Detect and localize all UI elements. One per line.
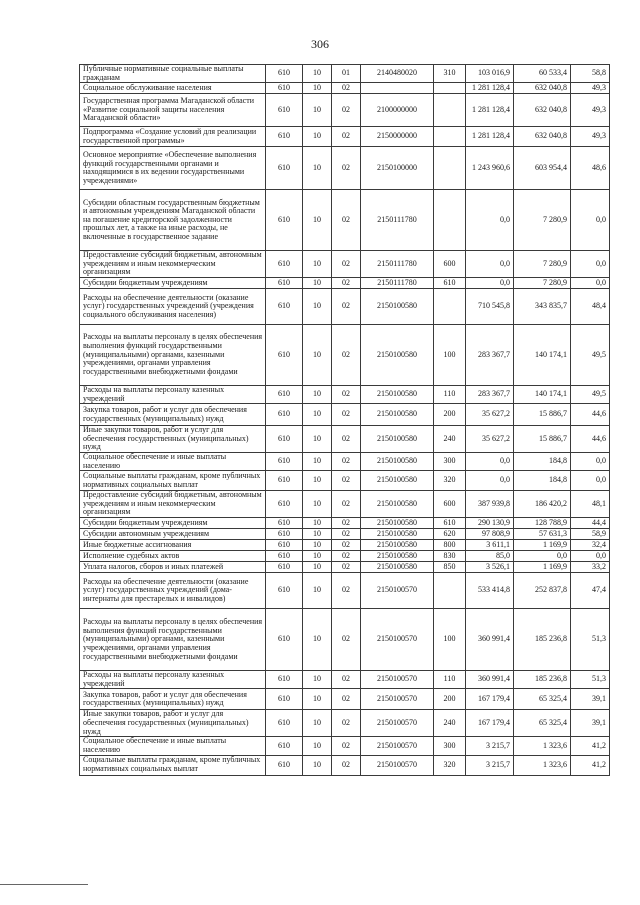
execution-percent: 39,1 bbox=[571, 689, 610, 710]
section-code: 10 bbox=[303, 147, 332, 190]
execution-percent: 48,6 bbox=[571, 147, 610, 190]
ministry-code: 610 bbox=[266, 755, 303, 775]
row-name: Социальное обеспечение и иные выплаты населению bbox=[80, 452, 266, 470]
row-name: Закупка товаров, работ и услуг для обеспечения государственных (муниципальных) нужд bbox=[80, 689, 266, 710]
expense-type-code bbox=[434, 94, 466, 127]
table-row bbox=[80, 452, 610, 470]
subsection-code: 02 bbox=[332, 529, 361, 540]
execution-percent: 0,0 bbox=[571, 471, 610, 491]
section-code: 10 bbox=[303, 573, 332, 609]
subsection-code: 02 bbox=[332, 288, 361, 324]
section-code: 10 bbox=[303, 671, 332, 689]
row-name: Субсидии областным государственным бюджетным и автономным учреждениям Магаданской области на погашение кредиторской задолженности прошлых лет, а также на иные расходы, не включенные в государственное задание bbox=[80, 190, 266, 251]
table-row bbox=[80, 689, 610, 710]
section-code: 10 bbox=[303, 190, 332, 251]
table-row bbox=[80, 127, 610, 147]
executed-amount: 1 323,6 bbox=[514, 755, 571, 775]
executed-amount: 65 325,4 bbox=[514, 689, 571, 710]
target-article-code: 2150100580 bbox=[361, 288, 434, 324]
expense-type-code: 610 bbox=[434, 277, 466, 288]
executed-amount: 185 236,8 bbox=[514, 671, 571, 689]
table-body bbox=[80, 65, 610, 776]
subsection-code: 02 bbox=[332, 324, 361, 385]
plan-amount: 103 016,9 bbox=[466, 65, 514, 83]
expense-type-code bbox=[434, 190, 466, 251]
table-row bbox=[80, 609, 610, 671]
ministry-code: 610 bbox=[266, 710, 303, 737]
target-article-code: 2150100580 bbox=[361, 404, 434, 426]
executed-amount: 1 169,9 bbox=[514, 562, 571, 573]
expense-type-code: 600 bbox=[434, 491, 466, 518]
expense-type-code: 200 bbox=[434, 404, 466, 426]
expense-type-code: 830 bbox=[434, 551, 466, 562]
plan-amount: 1 281 128,4 bbox=[466, 94, 514, 127]
ministry-code: 610 bbox=[266, 540, 303, 551]
target-article-code: 2150100580 bbox=[361, 551, 434, 562]
target-article-code: 2150100580 bbox=[361, 562, 434, 573]
ministry-code: 610 bbox=[266, 324, 303, 385]
executed-amount: 343 835,7 bbox=[514, 288, 571, 324]
executed-amount: 65 325,4 bbox=[514, 710, 571, 737]
expense-type-code bbox=[434, 127, 466, 147]
row-name: Расходы на выплаты персоналу казенных учреждений bbox=[80, 671, 266, 689]
execution-percent: 0,0 bbox=[571, 190, 610, 251]
row-name: Предоставление субсидий бюджетным, автономным учреждениям и иным некоммерческим организациям bbox=[80, 491, 266, 518]
ministry-code: 610 bbox=[266, 551, 303, 562]
target-article-code: 2150100580 bbox=[361, 471, 434, 491]
target-article-code: 2150100580 bbox=[361, 491, 434, 518]
ministry-code: 610 bbox=[266, 404, 303, 426]
plan-amount: 3 526,1 bbox=[466, 562, 514, 573]
section-code: 10 bbox=[303, 737, 332, 755]
expense-type-code: 240 bbox=[434, 710, 466, 737]
row-name: Расходы на обеспечение деятельности (оказание услуг) государственных учреждений (учреждения социального обслуживания населения) bbox=[80, 288, 266, 324]
target-article-code: 2150100570 bbox=[361, 609, 434, 671]
expense-type-code: 620 bbox=[434, 529, 466, 540]
subsection-code: 01 bbox=[332, 65, 361, 83]
executed-amount: 185 236,8 bbox=[514, 609, 571, 671]
section-code: 10 bbox=[303, 288, 332, 324]
plan-amount: 283 367,7 bbox=[466, 385, 514, 403]
execution-percent: 39,1 bbox=[571, 710, 610, 737]
subsection-code: 02 bbox=[332, 385, 361, 403]
section-code: 10 bbox=[303, 83, 332, 94]
table-row bbox=[80, 671, 610, 689]
ministry-code: 610 bbox=[266, 83, 303, 94]
expense-type-code: 100 bbox=[434, 609, 466, 671]
expense-type-code: 110 bbox=[434, 385, 466, 403]
executed-amount: 7 280,9 bbox=[514, 277, 571, 288]
execution-percent: 0,0 bbox=[571, 251, 610, 278]
plan-amount: 0,0 bbox=[466, 190, 514, 251]
ministry-code: 610 bbox=[266, 562, 303, 573]
executed-amount: 632 040,8 bbox=[514, 83, 571, 94]
table-row bbox=[80, 737, 610, 755]
ministry-code: 610 bbox=[266, 147, 303, 190]
executed-amount: 1 169,9 bbox=[514, 540, 571, 551]
executed-amount: 186 420,2 bbox=[514, 491, 571, 518]
table-row bbox=[80, 710, 610, 737]
subsection-code: 02 bbox=[332, 551, 361, 562]
table-row bbox=[80, 551, 610, 562]
row-name: Расходы на обеспечение деятельности (оказание услуг) государственных учреждений (дома-интернаты для престарелых и инвалидов) bbox=[80, 573, 266, 609]
plan-amount: 3 611,1 bbox=[466, 540, 514, 551]
section-code: 10 bbox=[303, 551, 332, 562]
ministry-code: 610 bbox=[266, 573, 303, 609]
ministry-code: 610 bbox=[266, 529, 303, 540]
table-row bbox=[80, 251, 610, 278]
execution-percent: 51,3 bbox=[571, 609, 610, 671]
plan-amount: 710 545,8 bbox=[466, 288, 514, 324]
section-code: 10 bbox=[303, 426, 332, 453]
section-code: 10 bbox=[303, 251, 332, 278]
section-code: 10 bbox=[303, 518, 332, 529]
row-name: Расходы на выплаты персоналу в целях обеспечения выполнения функций государственными (муниципальными) органами, казенными учреждениями, органами управления государственными внебюджетными фондами bbox=[80, 324, 266, 385]
target-article-code: 2150100580 bbox=[361, 529, 434, 540]
table-row bbox=[80, 147, 610, 190]
section-code: 10 bbox=[303, 689, 332, 710]
executed-amount: 57 631,3 bbox=[514, 529, 571, 540]
target-article-code: 2150100570 bbox=[361, 737, 434, 755]
plan-amount: 0,0 bbox=[466, 471, 514, 491]
table-row bbox=[80, 491, 610, 518]
plan-amount: 283 367,7 bbox=[466, 324, 514, 385]
table-row bbox=[80, 404, 610, 426]
execution-percent: 51,3 bbox=[571, 671, 610, 689]
row-name: Субсидии автономным учреждениям bbox=[80, 529, 266, 540]
ministry-code: 610 bbox=[266, 671, 303, 689]
subsection-code: 02 bbox=[332, 737, 361, 755]
target-article-code: 2150100570 bbox=[361, 689, 434, 710]
section-code: 10 bbox=[303, 529, 332, 540]
plan-amount: 0,0 bbox=[466, 251, 514, 278]
subsection-code: 02 bbox=[332, 94, 361, 127]
executed-amount: 140 174,1 bbox=[514, 324, 571, 385]
subsection-code: 02 bbox=[332, 251, 361, 278]
ministry-code: 610 bbox=[266, 471, 303, 491]
ministry-code: 610 bbox=[266, 277, 303, 288]
execution-percent: 58,8 bbox=[571, 65, 610, 83]
target-article-code: 2150100000 bbox=[361, 147, 434, 190]
execution-percent: 49,5 bbox=[571, 385, 610, 403]
table-row bbox=[80, 288, 610, 324]
ministry-code: 610 bbox=[266, 518, 303, 529]
target-article-code: 2150100570 bbox=[361, 755, 434, 775]
executed-amount: 7 280,9 bbox=[514, 190, 571, 251]
ministry-code: 610 bbox=[266, 288, 303, 324]
execution-percent: 49,3 bbox=[571, 94, 610, 127]
target-article-code: 2150111780 bbox=[361, 277, 434, 288]
plan-amount: 35 627,2 bbox=[466, 404, 514, 426]
expense-type-code bbox=[434, 83, 466, 94]
execution-percent: 48,4 bbox=[571, 288, 610, 324]
target-article-code bbox=[361, 83, 434, 94]
row-name: Субсидии бюджетным учреждениям bbox=[80, 277, 266, 288]
subsection-code: 02 bbox=[332, 404, 361, 426]
row-name: Иные закупки товаров, работ и услуг для обеспечения государственных (муниципальных) нужд bbox=[80, 426, 266, 453]
table-row bbox=[80, 573, 610, 609]
row-name: Социальное обеспечение и иные выплаты населению bbox=[80, 737, 266, 755]
table-row bbox=[80, 755, 610, 775]
executed-amount: 7 280,9 bbox=[514, 251, 571, 278]
plan-amount: 167 179,4 bbox=[466, 689, 514, 710]
expense-type-code bbox=[434, 288, 466, 324]
subsection-code: 02 bbox=[332, 755, 361, 775]
ministry-code: 610 bbox=[266, 452, 303, 470]
section-code: 10 bbox=[303, 710, 332, 737]
plan-amount: 290 130,9 bbox=[466, 518, 514, 529]
budget-table bbox=[79, 64, 610, 776]
plan-amount: 0,0 bbox=[466, 452, 514, 470]
executed-amount: 15 886,7 bbox=[514, 404, 571, 426]
subsection-code: 02 bbox=[332, 277, 361, 288]
expense-type-code: 110 bbox=[434, 671, 466, 689]
executed-amount: 252 837,8 bbox=[514, 573, 571, 609]
executed-amount: 128 788,9 bbox=[514, 518, 571, 529]
row-name: Государственная программа Магаданской области «Развитие социальной защиты населения Магаданской области» bbox=[80, 94, 266, 127]
target-article-code: 2150100570 bbox=[361, 710, 434, 737]
table-row bbox=[80, 94, 610, 127]
executed-amount: 15 886,7 bbox=[514, 426, 571, 453]
target-article-code: 2150100580 bbox=[361, 540, 434, 551]
target-article-code: 2150000000 bbox=[361, 127, 434, 147]
execution-percent: 44,6 bbox=[571, 404, 610, 426]
table-row bbox=[80, 385, 610, 403]
plan-amount: 360 991,4 bbox=[466, 609, 514, 671]
row-name: Уплата налогов, сборов и иных платежей bbox=[80, 562, 266, 573]
ministry-code: 610 bbox=[266, 190, 303, 251]
target-article-code: 2150100580 bbox=[361, 385, 434, 403]
subsection-code: 02 bbox=[332, 518, 361, 529]
target-article-code: 2150100580 bbox=[361, 324, 434, 385]
table-row bbox=[80, 562, 610, 573]
executed-amount: 60 533,4 bbox=[514, 65, 571, 83]
section-code: 10 bbox=[303, 94, 332, 127]
subsection-code: 02 bbox=[332, 471, 361, 491]
subsection-code: 02 bbox=[332, 573, 361, 609]
table-row bbox=[80, 190, 610, 251]
row-name: Расходы на выплаты персоналу казенных учреждений bbox=[80, 385, 266, 403]
execution-percent: 0,0 bbox=[571, 277, 610, 288]
executed-amount: 0,0 bbox=[514, 551, 571, 562]
row-name: Исполнение судебных актов bbox=[80, 551, 266, 562]
subsection-code: 02 bbox=[332, 190, 361, 251]
execution-percent: 58,9 bbox=[571, 529, 610, 540]
expense-type-code: 300 bbox=[434, 737, 466, 755]
target-article-code: 2150111780 bbox=[361, 190, 434, 251]
row-name: Иные бюджетные ассигнования bbox=[80, 540, 266, 551]
expense-type-code: 800 bbox=[434, 540, 466, 551]
row-name: Социальное обслуживание населения bbox=[80, 83, 266, 94]
execution-percent: 0,0 bbox=[571, 452, 610, 470]
expense-type-code: 200 bbox=[434, 689, 466, 710]
subsection-code: 02 bbox=[332, 609, 361, 671]
expense-type-code: 610 bbox=[434, 518, 466, 529]
row-name: Субсидии бюджетным учреждениям bbox=[80, 518, 266, 529]
ministry-code: 610 bbox=[266, 127, 303, 147]
section-code: 10 bbox=[303, 562, 332, 573]
subsection-code: 02 bbox=[332, 710, 361, 737]
execution-percent: 41,2 bbox=[571, 737, 610, 755]
subsection-code: 02 bbox=[332, 491, 361, 518]
row-name: Иные закупки товаров, работ и услуг для обеспечения государственных (муниципальных) нужд bbox=[80, 710, 266, 737]
section-code: 10 bbox=[303, 452, 332, 470]
plan-amount: 1 281 128,4 bbox=[466, 83, 514, 94]
executed-amount: 184,8 bbox=[514, 452, 571, 470]
expense-type-code: 240 bbox=[434, 426, 466, 453]
plan-amount: 167 179,4 bbox=[466, 710, 514, 737]
row-name: Публичные нормативные социальные выплаты гражданам bbox=[80, 65, 266, 83]
table-row bbox=[80, 83, 610, 94]
execution-percent: 49,3 bbox=[571, 83, 610, 94]
execution-percent: 47,4 bbox=[571, 573, 610, 609]
table-row bbox=[80, 471, 610, 491]
target-article-code: 2150100580 bbox=[361, 518, 434, 529]
footer-divider bbox=[0, 884, 88, 885]
subsection-code: 02 bbox=[332, 127, 361, 147]
plan-amount: 3 215,7 bbox=[466, 737, 514, 755]
plan-amount: 1 281 128,4 bbox=[466, 127, 514, 147]
plan-amount: 0,0 bbox=[466, 277, 514, 288]
target-article-code: 2150100580 bbox=[361, 426, 434, 453]
execution-percent: 33,2 bbox=[571, 562, 610, 573]
subsection-code: 02 bbox=[332, 689, 361, 710]
row-name: Расходы на выплаты персоналу в целях обеспечения выполнения функций государственными (муниципальными) органами, казенными учреждениями, органами управления государственными внебюджетными фондами bbox=[80, 609, 266, 671]
expense-type-code: 100 bbox=[434, 324, 466, 385]
ministry-code: 610 bbox=[266, 94, 303, 127]
subsection-code: 02 bbox=[332, 426, 361, 453]
section-code: 10 bbox=[303, 65, 332, 83]
plan-amount: 387 939,8 bbox=[466, 491, 514, 518]
plan-amount: 97 808,9 bbox=[466, 529, 514, 540]
section-code: 10 bbox=[303, 385, 332, 403]
execution-percent: 0,0 bbox=[571, 551, 610, 562]
executed-amount: 632 040,8 bbox=[514, 127, 571, 147]
subsection-code: 02 bbox=[332, 452, 361, 470]
section-code: 10 bbox=[303, 491, 332, 518]
expense-type-code bbox=[434, 573, 466, 609]
expense-type-code: 850 bbox=[434, 562, 466, 573]
table-row bbox=[80, 529, 610, 540]
execution-percent: 49,3 bbox=[571, 127, 610, 147]
ministry-code: 610 bbox=[266, 65, 303, 83]
table-row bbox=[80, 277, 610, 288]
execution-percent: 49,5 bbox=[571, 324, 610, 385]
ministry-code: 610 bbox=[266, 385, 303, 403]
plan-amount: 1 243 960,6 bbox=[466, 147, 514, 190]
row-name: Закупка товаров, работ и услуг для обеспечения государственных (муниципальных) нужд bbox=[80, 404, 266, 426]
executed-amount: 632 040,8 bbox=[514, 94, 571, 127]
ministry-code: 610 bbox=[266, 737, 303, 755]
subsection-code: 02 bbox=[332, 83, 361, 94]
execution-percent: 32,4 bbox=[571, 540, 610, 551]
ministry-code: 610 bbox=[266, 689, 303, 710]
plan-amount: 533 414,8 bbox=[466, 573, 514, 609]
execution-percent: 44,6 bbox=[571, 426, 610, 453]
expense-type-code: 300 bbox=[434, 452, 466, 470]
table-row bbox=[80, 518, 610, 529]
target-article-code: 2150100570 bbox=[361, 671, 434, 689]
table-row bbox=[80, 324, 610, 385]
section-code: 10 bbox=[303, 609, 332, 671]
section-code: 10 bbox=[303, 540, 332, 551]
table-row bbox=[80, 426, 610, 453]
section-code: 10 bbox=[303, 404, 332, 426]
ministry-code: 610 bbox=[266, 491, 303, 518]
ministry-code: 610 bbox=[266, 251, 303, 278]
section-code: 10 bbox=[303, 755, 332, 775]
plan-amount: 360 991,4 bbox=[466, 671, 514, 689]
section-code: 10 bbox=[303, 277, 332, 288]
expense-type-code: 600 bbox=[434, 251, 466, 278]
expense-type-code: 320 bbox=[434, 755, 466, 775]
plan-amount: 85,0 bbox=[466, 551, 514, 562]
executed-amount: 1 323,6 bbox=[514, 737, 571, 755]
row-name: Основное мероприятие «Обеспечение выполнения функций государственными органами и находящимися в их ведении государственными учреждениями» bbox=[80, 147, 266, 190]
execution-percent: 41,2 bbox=[571, 755, 610, 775]
plan-amount: 3 215,7 bbox=[466, 755, 514, 775]
row-name: Подпрограмма «Создание условий для реализации государственной программы» bbox=[80, 127, 266, 147]
row-name: Предоставление субсидий бюджетным, автономным учреждениям и иным некоммерческим организациям bbox=[80, 251, 266, 278]
ministry-code: 610 bbox=[266, 609, 303, 671]
row-name: Социальные выплаты гражданам, кроме публичных нормативных социальных выплат bbox=[80, 755, 266, 775]
page-number: 306 bbox=[311, 37, 329, 51]
target-article-code: 2100000000 bbox=[361, 94, 434, 127]
executed-amount: 140 174,1 bbox=[514, 385, 571, 403]
target-article-code: 2140480020 bbox=[361, 65, 434, 83]
execution-percent: 48,1 bbox=[571, 491, 610, 518]
expense-type-code bbox=[434, 147, 466, 190]
target-article-code: 2150100580 bbox=[361, 452, 434, 470]
executed-amount: 603 954,4 bbox=[514, 147, 571, 190]
section-code: 10 bbox=[303, 324, 332, 385]
subsection-code: 02 bbox=[332, 540, 361, 551]
ministry-code: 610 bbox=[266, 426, 303, 453]
section-code: 10 bbox=[303, 471, 332, 491]
table-row bbox=[80, 65, 610, 83]
subsection-code: 02 bbox=[332, 147, 361, 190]
execution-percent: 44,4 bbox=[571, 518, 610, 529]
executed-amount: 184,8 bbox=[514, 471, 571, 491]
expense-type-code: 320 bbox=[434, 471, 466, 491]
plan-amount: 35 627,2 bbox=[466, 426, 514, 453]
target-article-code: 2150111780 bbox=[361, 251, 434, 278]
table-row bbox=[80, 540, 610, 551]
section-code: 10 bbox=[303, 127, 332, 147]
subsection-code: 02 bbox=[332, 671, 361, 689]
target-article-code: 2150100570 bbox=[361, 573, 434, 609]
row-name: Социальные выплаты гражданам, кроме публичных нормативных социальных выплат bbox=[80, 471, 266, 491]
expense-type-code: 310 bbox=[434, 65, 466, 83]
subsection-code: 02 bbox=[332, 562, 361, 573]
